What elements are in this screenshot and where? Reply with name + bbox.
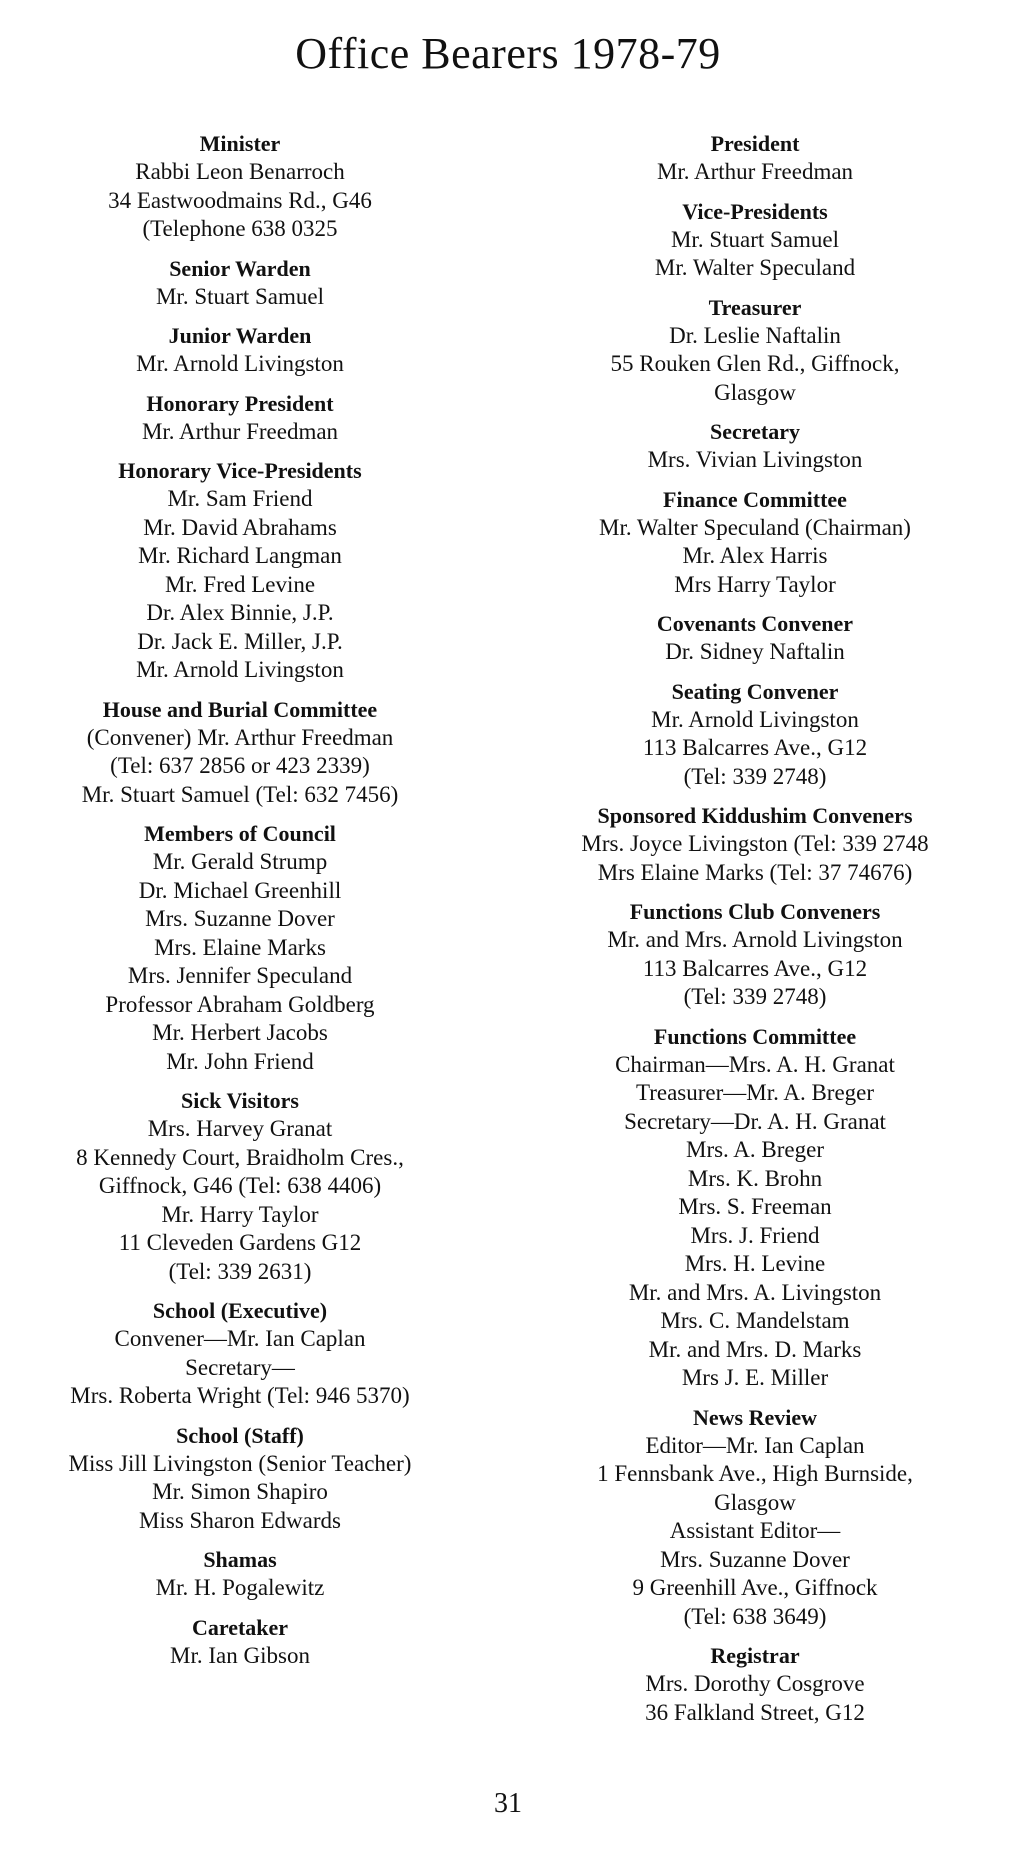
section-school-executive: [30, 1297, 450, 1411]
section-line: Mrs. S. Freeman: [678, 1194, 832, 1219]
section-house-and-burial-committee: [30, 696, 450, 810]
section-line: Mr. Harry Taylor: [161, 1201, 319, 1227]
section-line: Mrs. Suzanne Dover: [145, 906, 335, 931]
section-line: Mrs. Jennifer Speculand: [127, 963, 353, 988]
section-line: Mrs. J. Friend: [690, 1222, 820, 1248]
section-line: Glasgow: [714, 379, 796, 405]
section-line: Secretary—Dr. A. H. Granat: [624, 1108, 886, 1134]
section-heading: Minister: [199, 131, 281, 156]
section-line: (Tel: 637 2856 or 423 2339): [110, 753, 370, 778]
section-line: Giffnock, G46 (Tel: 638 4406): [98, 1173, 382, 1198]
section-line: Mrs. A. Breger: [686, 1137, 824, 1162]
section-line: Rabbi Leon Benarroch: [135, 159, 345, 184]
section-line: 36 Falkland Street, G12: [645, 1699, 865, 1725]
section-line: Mr. Herbert Jacobs: [152, 1020, 328, 1045]
section-line: Secretary—: [185, 1354, 295, 1380]
section-line: Mr. Sam Friend: [167, 486, 313, 511]
section-line: Mr. Stuart Samuel (Tel: 632 7456): [81, 781, 399, 807]
section-line: Convener—Mr. Ian Caplan: [114, 1326, 366, 1351]
section-line: Mr. Walter Speculand: [654, 255, 856, 280]
left-column: [30, 130, 450, 1681]
section-heading: Honorary Vice-Presidents: [118, 458, 362, 483]
section-line: 11 Cleveden Gardens G12: [118, 1230, 362, 1255]
section-line: Professor Abraham Goldberg: [105, 991, 375, 1017]
section-line: Mr. Ian Gibson: [170, 1642, 310, 1668]
section-line: (Tel: 339 2748): [683, 763, 827, 789]
section-line: Treasurer—Mr. A. Breger: [635, 1080, 875, 1105]
section-line: Mr. Arnold Livingston: [136, 657, 344, 682]
section-line: Mr. Richard Langman: [138, 543, 342, 568]
section-shamas: [30, 1546, 450, 1603]
right-column: [520, 130, 990, 1738]
section-honorary-vice-presidents: [30, 457, 450, 685]
section-line: Miss Sharon Edwards: [139, 1507, 341, 1533]
section-line: Mr. and Mrs. Arnold Livingston: [607, 927, 903, 952]
page-number: 31: [494, 1788, 522, 1819]
section-seating-convener: [520, 678, 990, 792]
section-line: Mr. Stuart Samuel: [670, 226, 840, 252]
section-functions-club-conveners: [520, 898, 990, 1012]
section-line: (Convener) Mr. Arthur Freedman: [86, 724, 394, 750]
section-line: 34 Eastwoodmains Rd., G46: [108, 187, 372, 213]
section-line: Editor—Mr. Ian Caplan: [645, 1432, 865, 1458]
section-heading: Vice-Presidents: [682, 198, 828, 224]
section-heading: News Review: [692, 1404, 818, 1430]
section-line: Mr. Walter Speculand (Chairman): [599, 514, 911, 540]
section-line: Dr. Alex Binnie, J.P.: [146, 600, 334, 625]
section-line: 1 Fennsbank Ave., High Burnside,: [597, 1461, 913, 1486]
section-junior-warden: [30, 322, 450, 379]
section-line: 113 Balcarres Ave., G12: [642, 735, 868, 760]
section-vice-presidents: [520, 198, 990, 283]
section-line: Mr. and Mrs. A. Livingston: [628, 1279, 882, 1305]
section-covenants-convener: [520, 610, 990, 667]
section-minister: [30, 130, 450, 244]
section-line: (Tel: 638 3649): [683, 1603, 827, 1629]
section-line: Miss Jill Livingston (Senior Teacher): [68, 1450, 412, 1476]
section-line: Mrs. H. Levine: [684, 1251, 826, 1276]
section-heading: Junior Warden: [168, 323, 312, 348]
section-line: Mrs. Roberta Wright (Tel: 946 5370): [70, 1383, 410, 1408]
section-line: Assistant Editor—: [669, 1518, 841, 1543]
section-line: (Tel: 339 2631): [168, 1258, 312, 1284]
section-line: Mrs Harry Taylor: [674, 571, 836, 597]
section-line: Mrs J. E. Miller: [681, 1365, 829, 1390]
section-line: 55 Rouken Glen Rd., Giffnock,: [610, 351, 900, 376]
section-sponsored-kiddushim-conveners: [520, 802, 990, 887]
section-line: Mrs. Suzanne Dover: [660, 1546, 850, 1572]
section-heading: Honorary President: [146, 390, 334, 416]
section-line: Mr. Fred Levine: [164, 571, 316, 597]
section-line: (Telephone 638 0325: [142, 216, 338, 241]
section-line: Mr. Stuart Samuel: [155, 283, 325, 309]
section-line: Mr. John Friend: [166, 1048, 314, 1074]
section-treasurer: [520, 294, 990, 408]
section-line: Mrs. Dorothy Cosgrove: [645, 1671, 865, 1696]
section-line: Mrs. Elaine Marks: [154, 934, 326, 960]
section-line: Mrs Elaine Marks (Tel: 37 74676): [597, 859, 913, 885]
section-heading: Shamas: [203, 1547, 277, 1572]
section-heading: Registrar: [710, 1643, 800, 1668]
section-members-of-council: [30, 820, 450, 1076]
section-line: 113 Balcarres Ave., G12: [642, 955, 868, 981]
section-line: Mr. Arthur Freedman: [656, 159, 854, 184]
section-line: Mrs. C. Mandelstam: [660, 1308, 850, 1333]
section-caretaker: [30, 1614, 450, 1671]
section-heading: School (Executive): [152, 1298, 328, 1323]
section-line: Mr. Gerald Strump: [152, 849, 328, 874]
section-line: Chairman—Mrs. A. H. Granat: [615, 1051, 895, 1077]
section-heading: Senior Warden: [169, 255, 311, 281]
section-school-staff: [30, 1422, 450, 1536]
section-line: (Tel: 339 2748): [683, 984, 827, 1009]
section-line: Dr. Sidney Naftalin: [665, 639, 845, 664]
section-heading: Caretaker: [191, 1614, 289, 1640]
section-heading: Finance Committee: [663, 486, 847, 512]
section-secretary: [520, 418, 990, 475]
section-line: Mr. H. Pogalewitz: [155, 1575, 325, 1600]
section-senior-warden: [30, 255, 450, 312]
section-heading: Sponsored Kiddushim Conveners: [597, 803, 913, 828]
section-line: Dr. Leslie Naftalin: [669, 322, 841, 348]
section-line: Mrs. Vivian Livingston: [647, 447, 863, 472]
section-heading: Sick Visitors: [181, 1088, 299, 1113]
section-line: Glasgow: [714, 1489, 796, 1515]
section-heading: Secretary: [710, 419, 800, 444]
section-line: Mr. and Mrs. D. Marks: [648, 1336, 862, 1362]
section-line: Mrs. Joyce Livingston (Tel: 339 2748: [581, 831, 929, 856]
section-honorary-president: [30, 390, 450, 447]
section-heading: Covenants Convener: [656, 611, 854, 636]
section-heading: Functions Committee: [653, 1023, 857, 1049]
section-line: Mr. Alex Harris: [682, 543, 828, 568]
section-line: Dr. Jack E. Miller, J.P.: [137, 628, 343, 654]
section-line: Mrs. Harvey Granat: [147, 1116, 333, 1141]
section-sick-visitors: [30, 1087, 450, 1286]
section-line: Mr. Simon Shapiro: [152, 1479, 328, 1504]
section-news-review: [520, 1404, 990, 1632]
section-finance-committee: [520, 486, 990, 600]
section-line: Mr. David Abrahams: [143, 514, 337, 540]
page-title: Office Bearers 1978-79: [295, 29, 721, 78]
section-president: [520, 130, 990, 187]
section-line: 9 Greenhill Ave., Giffnock: [632, 1575, 878, 1600]
section-heading: House and Burial Committee: [102, 696, 378, 722]
section-registrar: [520, 1642, 990, 1727]
section-line: 8 Kennedy Court, Braidholm Cres.,: [76, 1144, 404, 1170]
section-line: Mr. Arthur Freedman: [141, 418, 339, 444]
section-line: Mr. Arnold Livingston: [651, 706, 859, 732]
section-line: Dr. Michael Greenhill: [138, 877, 342, 903]
section-heading: School (Staff): [176, 1422, 304, 1448]
section-heading: Functions Club Conveners: [629, 899, 881, 924]
section-heading: Treasurer: [708, 294, 802, 320]
section-heading: President: [710, 131, 800, 156]
section-line: Mr. Arnold Livingston: [136, 351, 344, 376]
section-heading: Seating Convener: [671, 678, 839, 704]
section-line: Mrs. K. Brohn: [687, 1165, 823, 1191]
section-functions-committee: [520, 1023, 990, 1393]
section-heading: Members of Council: [144, 821, 336, 846]
